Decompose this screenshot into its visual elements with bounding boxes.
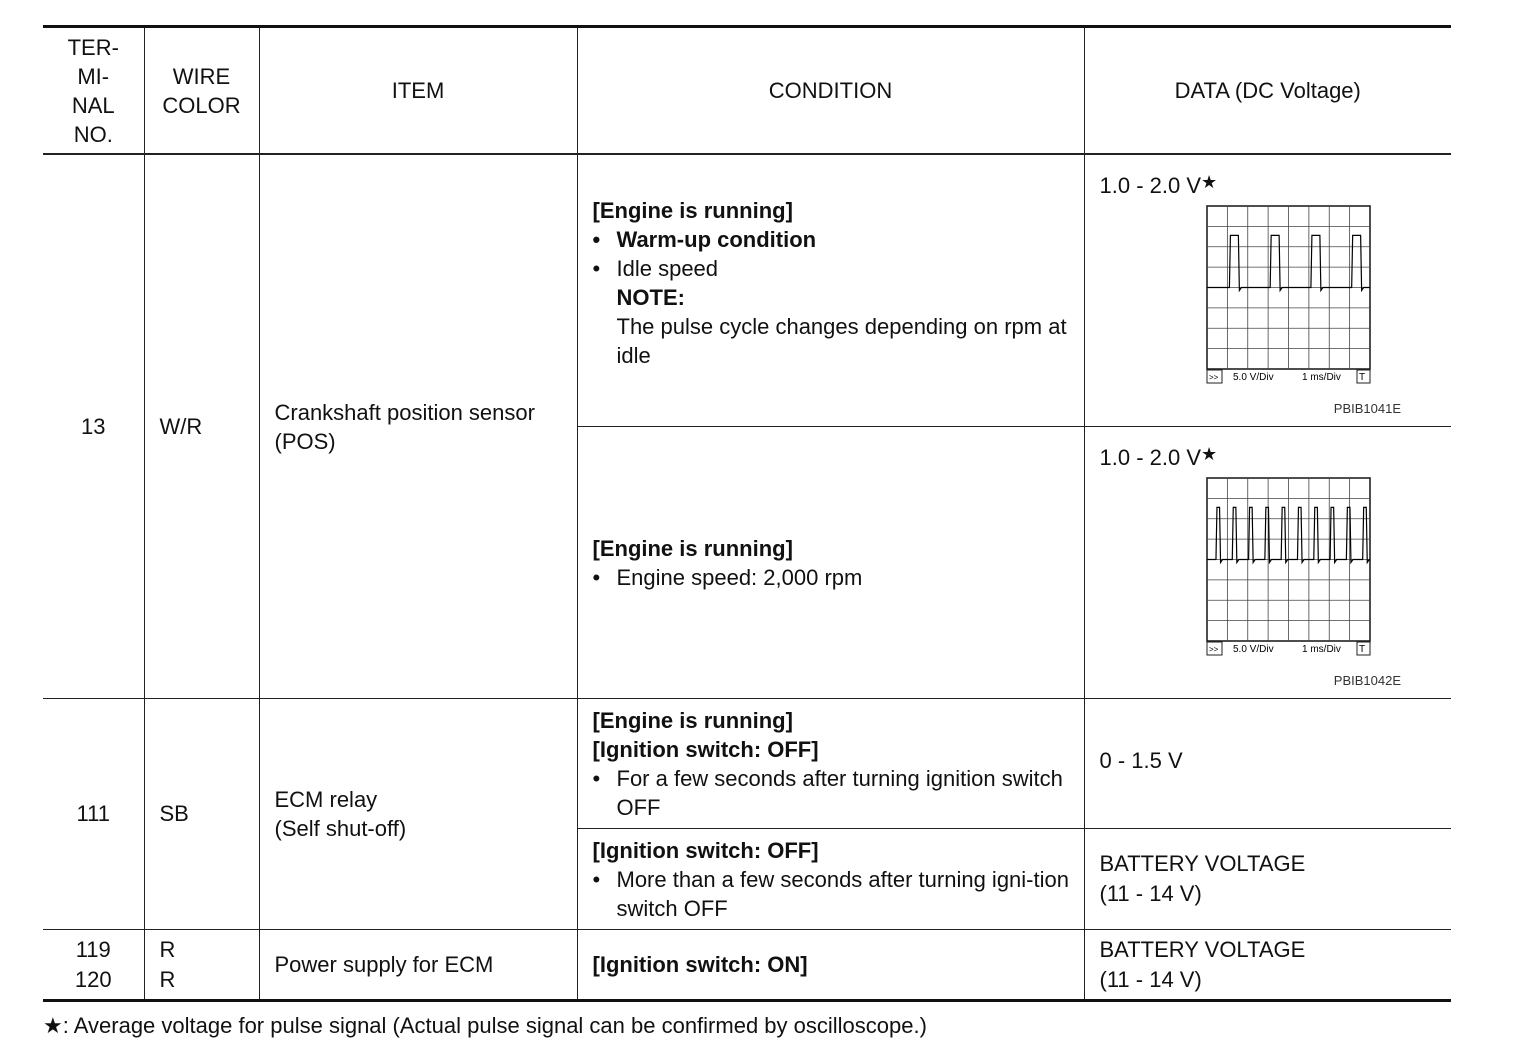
table-row (43, 930, 1451, 1001)
wire-line: R (159, 936, 176, 962)
header-wire-line: COLOR (162, 92, 241, 118)
header-wire-line: WIRE (172, 63, 231, 89)
condition-heading: [Ignition switch: OFF] (592, 837, 819, 863)
header-condition: CONDITION (577, 27, 1084, 155)
scope-volt-div: 5.0 V/Div (1232, 372, 1274, 383)
note-text: The pulse cycle changes depending on rpm at idle (616, 313, 1067, 368)
wire-color-cell: SB (144, 699, 259, 930)
scope-left-marker: >> (1208, 645, 1218, 654)
figure-code: PBIB1041E (1333, 401, 1401, 416)
wire-color-cell: W/R (144, 154, 259, 699)
item-cell: Power supply for ECM (259, 930, 577, 1001)
item-line: ECM relay (274, 787, 378, 812)
terminal-no-cell (43, 930, 144, 1001)
header-terminal-no (43, 27, 144, 155)
condition-cell (577, 427, 1084, 699)
voltage-text: 1.0 - 2.0 V (1099, 173, 1202, 198)
condition-bullet: • Idle speed (593, 254, 1076, 283)
data-cell (1084, 829, 1451, 930)
data-line: (11 - 14 V) (1099, 966, 1202, 992)
star-icon: ★ (43, 1013, 63, 1038)
table-row (43, 154, 1451, 427)
condition-cell: [Ignition switch: ON] (577, 930, 1084, 1001)
header-terminal-line: MI- (77, 63, 110, 89)
condition-cell (577, 154, 1084, 427)
scope-volt-div: 5.0 V/Div (1232, 644, 1274, 655)
table-row (43, 699, 1451, 829)
condition-cell (577, 699, 1084, 829)
terminal-line: 120 (74, 966, 112, 992)
star-icon: ★ (1201, 444, 1218, 464)
header-item: ITEM (259, 27, 577, 155)
oscilloscope-waveform-idle (1206, 205, 1371, 385)
header-terminal-line: NO. (73, 121, 113, 147)
condition-heading: [Engine is running] (592, 535, 793, 561)
data-cell (1084, 154, 1451, 427)
condition-bullet: • Warm-up condition (593, 225, 1076, 254)
footnote (43, 1013, 927, 1039)
data-cell (1084, 427, 1451, 699)
data-line: BATTERY VOLTAGE (1099, 851, 1306, 876)
voltage-text: 1.0 - 2.0 V (1099, 445, 1202, 470)
star-icon: ★ (1201, 172, 1218, 192)
header-row (43, 27, 1451, 155)
terminal-no-cell: 13 (43, 154, 144, 699)
condition-heading: [Ignition switch: OFF] (592, 736, 819, 762)
data-line: (11 - 14 V) (1099, 881, 1202, 906)
scope-time-div: 1 ms/Div (1301, 372, 1341, 383)
footnote-text: : Average voltage for pulse signal (Actual pulse signal can be confirmed by oscilloscope.) (62, 1013, 927, 1038)
data-cell (1084, 930, 1451, 1001)
item-cell (259, 699, 577, 930)
wire-line: R (159, 966, 176, 992)
condition-bullet: • For a few seconds after turning ignition switch OFF (593, 764, 1076, 822)
header-terminal-line: NAL (71, 92, 115, 118)
wire-color-cell (144, 930, 259, 1001)
data-cell: 0 - 1.5 V (1084, 699, 1451, 829)
item-cell (259, 154, 577, 699)
condition-bullet: • More than a few seconds after turning igni-tion switch OFF (593, 865, 1076, 923)
terminal-spec-table (43, 25, 1451, 1002)
scope-time-div: 1 ms/Div (1301, 644, 1341, 655)
terminal-line: 119 (75, 936, 111, 962)
header-data: DATA (DC Voltage) (1084, 27, 1451, 155)
voltage-value (1100, 439, 1218, 473)
scope-trigger-marker: T (1358, 644, 1365, 655)
scope-trigger-marker: T (1358, 372, 1365, 383)
scope-left-marker: >> (1208, 373, 1218, 382)
terminal-no-cell: 111 (43, 699, 144, 930)
condition-heading: [Engine is running] (592, 707, 793, 733)
header-terminal-line: TER- (67, 34, 119, 60)
condition-heading: [Engine is running] (592, 197, 793, 223)
data-line: BATTERY VOLTAGE (1099, 936, 1306, 962)
item-line: (Self shut-off) (274, 816, 407, 841)
header-wire-color (144, 27, 259, 155)
condition-cell (577, 829, 1084, 930)
note-label: NOTE: (616, 284, 685, 310)
oscilloscope-waveform-2000rpm (1206, 477, 1371, 657)
condition-bullet: • Engine speed: 2,000 rpm (593, 563, 1076, 592)
figure-code: PBIB1042E (1333, 673, 1401, 688)
voltage-value (1100, 167, 1218, 201)
item-line: (POS) (274, 428, 336, 454)
item-line: Crankshaft position sensor (274, 399, 535, 425)
